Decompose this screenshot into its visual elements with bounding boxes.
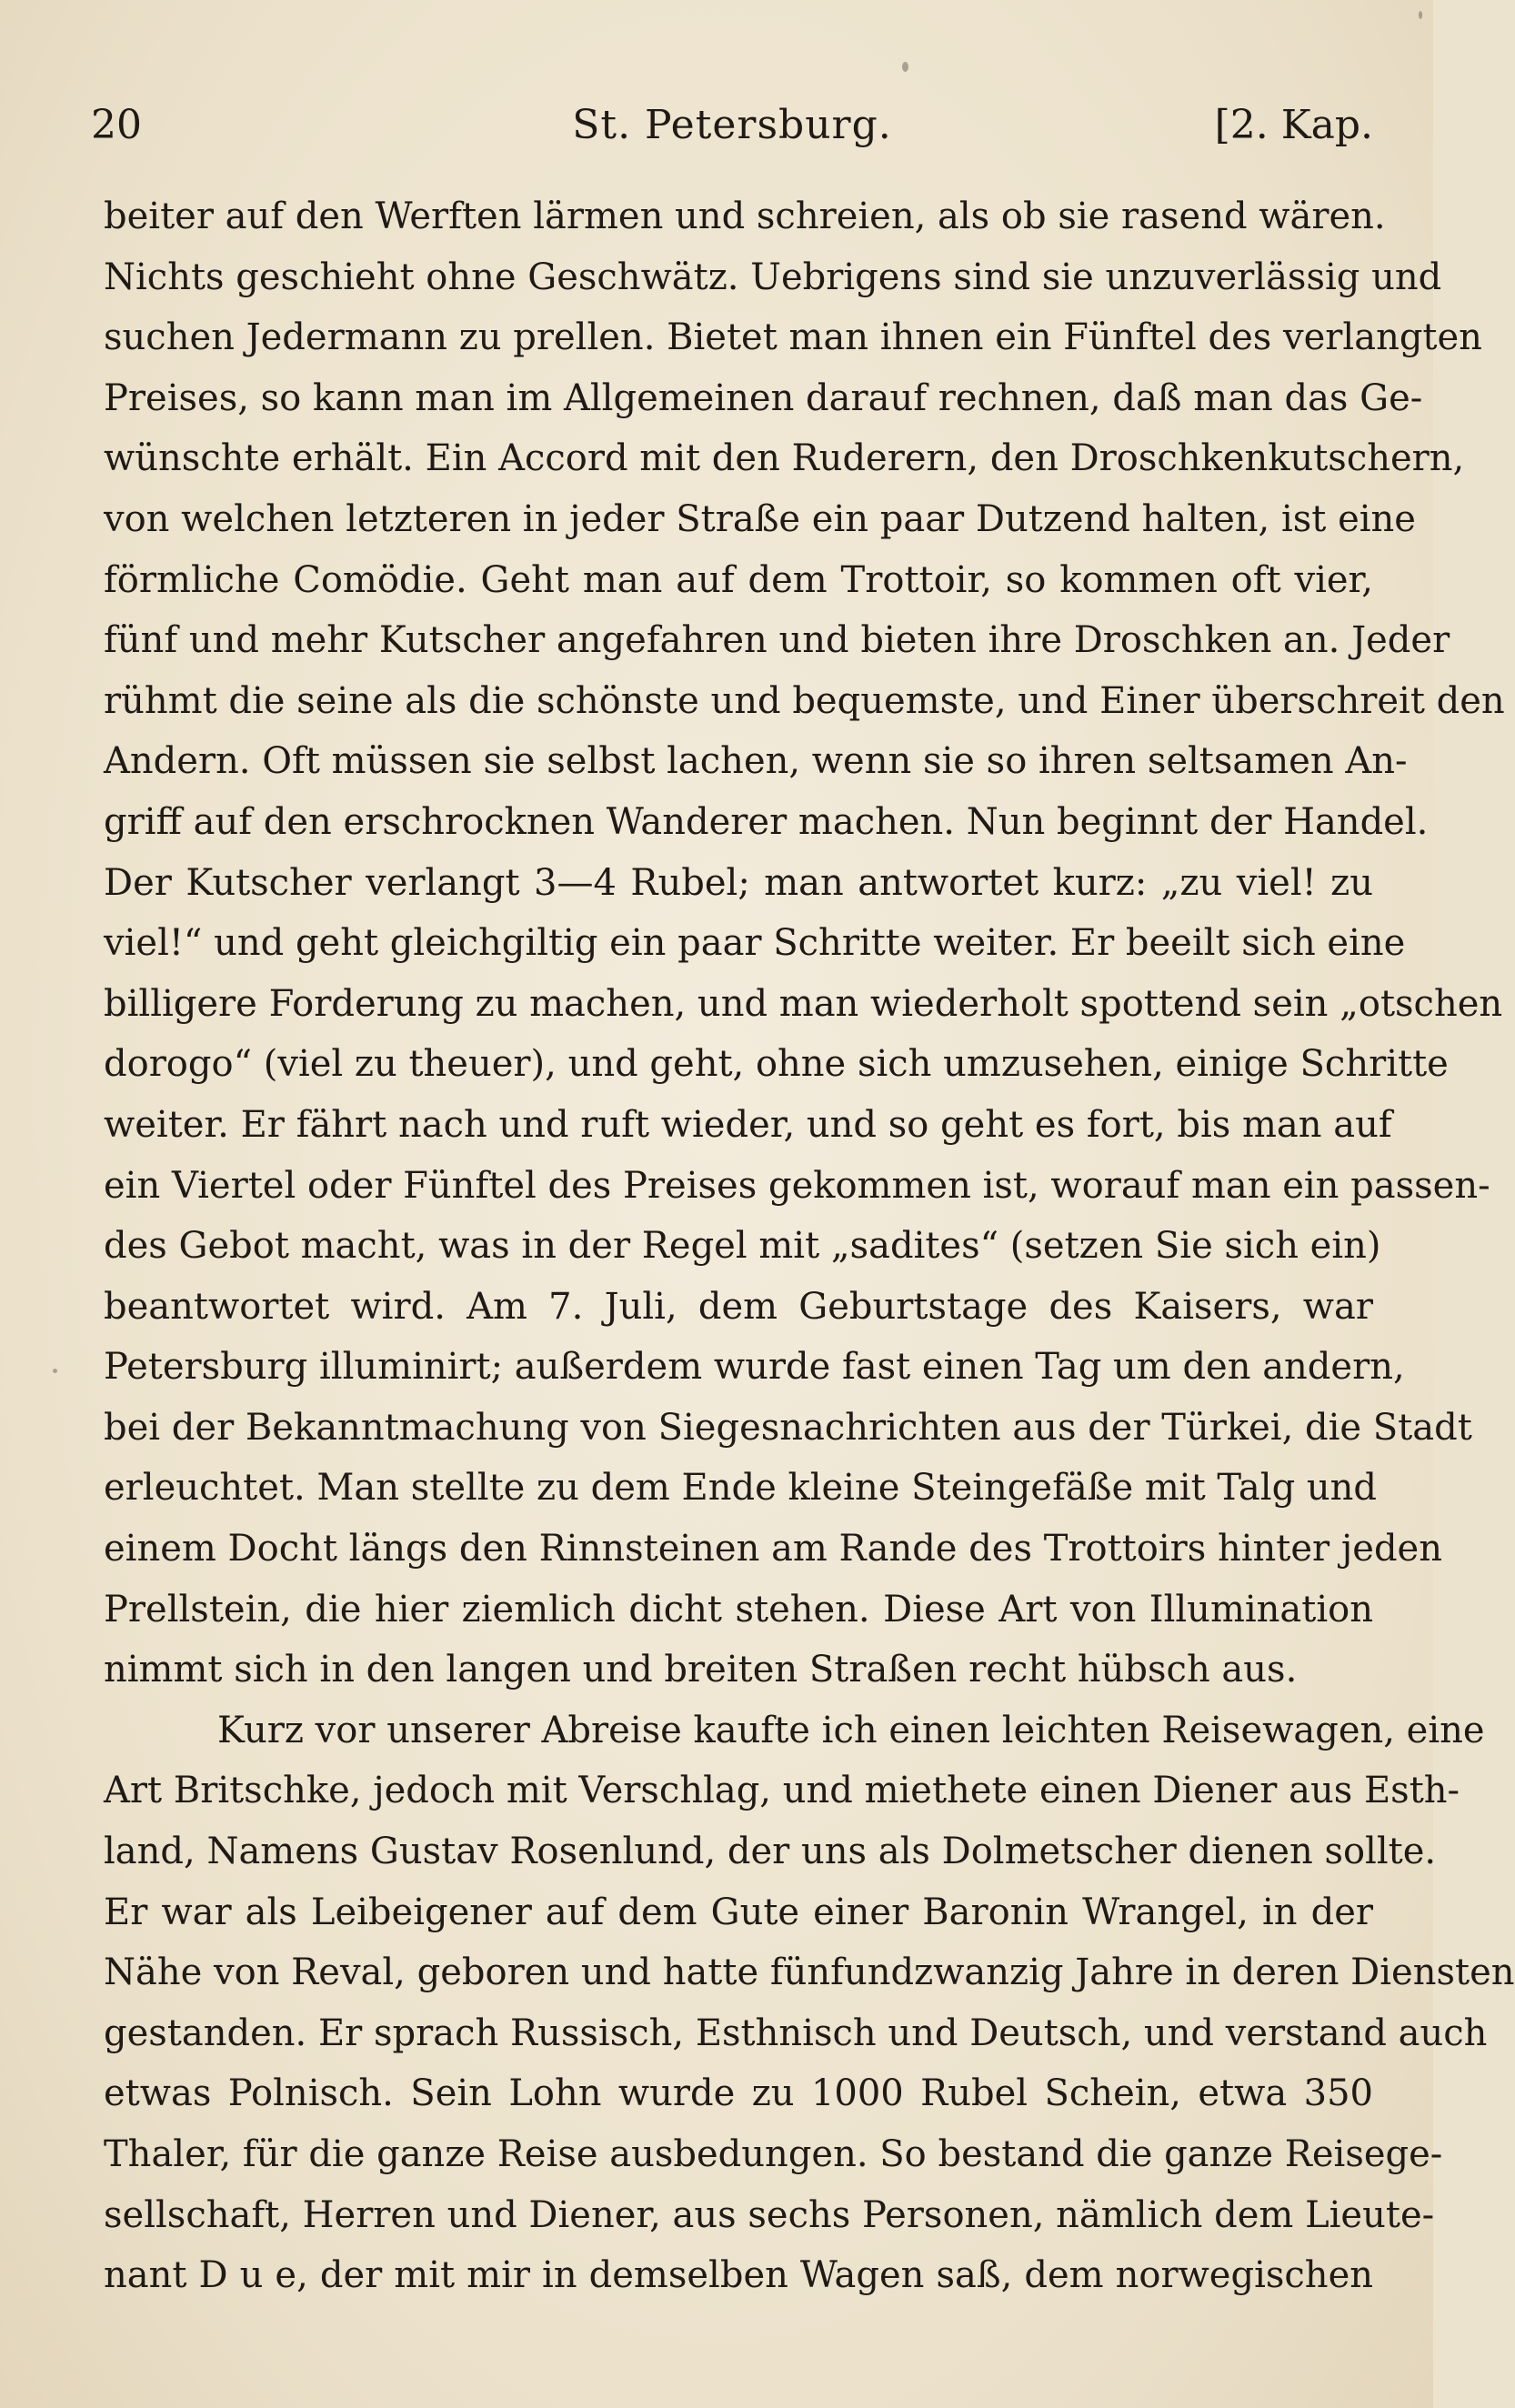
running-title: St. Petersburg. (572, 102, 892, 148)
text-line: Nichts geschieht ohne Geschwätz. Uebrigens sind sie unzuverlässig und (104, 256, 1442, 298)
text-line: beiter auf den Werften lärmen und schreien, als ob sie rasend wären. (104, 196, 1386, 237)
text-line: Petersburg illuminirt; außerdem wurde fast einen Tag um den andern, (104, 1346, 1405, 1389)
text-line: Art Britschke, jedoch mit Verschlag, und miethete einen Diener aus Esth- (104, 1770, 1460, 1812)
text-line: land, Namens Gustav Rosenlund, der uns als Dolmetscher dienen sollte. (104, 1831, 1437, 1873)
text-line: griff auf den erschrocknen Wanderer machen. Nun beginnt der Handel. (104, 800, 1429, 843)
text-line: von welchen letzteren in jeder Straße ein paar Dutzend halten, ist eine (104, 497, 1416, 540)
text-line: Thaler, für die ganze Reise ausbedungen. So bestand die ganze Reisege- (104, 2133, 1443, 2175)
paper-speck (53, 1369, 57, 1373)
body-text (104, 186, 1515, 2306)
paragraph-first-line: Kurz vor unserer Abreise kaufte ich einen leichten Reisewagen, eine (217, 1709, 1485, 1751)
text-line: förmliche Comödie. Geht man auf dem Trottoir, so kommen oft vier, (104, 558, 1373, 601)
text-line: Er war als Leibeigener auf dem Gute einer Baronin Wrangel, in der (104, 1891, 1373, 1933)
text-line: Preises, so kann man im Allgemeinen darauf rechnen, daß man das Ge- (104, 376, 1423, 419)
text-line: erleuchtet. Man stellte zu dem Ende kleine Steingefäße mit Talg und (104, 1467, 1378, 1510)
text-line: bei der Bekanntmachung von Siegesnachrichten aus der Türkei, die Stadt (104, 1406, 1472, 1449)
text-line: wünschte erhält. Ein Accord mit den Ruderern, den Droschkenkutschern, (104, 437, 1465, 480)
text-line: weiter. Er fährt nach und ruft wieder, und so geht es fort, bis man auf (104, 1103, 1392, 1146)
chapter-reference: [2. Kap. (1214, 102, 1373, 148)
text-line: Andern. Oft müssen sie selbst lachen, wenn sie so ihren seltsamen An- (104, 740, 1408, 783)
text-line: nant D u e, der mit mir in demselben Wagen saß, dem norwegischen (104, 2254, 1373, 2297)
text-line: rühmt die seine als die schönste und bequemste, und Einer überschreit den (104, 679, 1505, 722)
paragraph-last-line: nimmt sich in den langen und breiten Straßen recht hübsch aus. (104, 1649, 1298, 1691)
text-line: billigere Forderung zu machen, und man wiederholt spottend sein „otschen (104, 982, 1503, 1025)
text-line: Prellstein, die hier ziemlich dicht stehen. Diese Art von Illumination (104, 1588, 1373, 1630)
text-line: sellschaft, Herren und Diener, aus sechs Personen, nämlich dem Lieute- (104, 2193, 1435, 2236)
text-line: fünf und mehr Kutscher angefahren und bieten ihre Droschken an. Jeder (104, 619, 1450, 662)
text-line: Nähe von Reval, geboren und hatte fünfundzwanzig Jahre in deren Diensten (104, 1951, 1515, 1994)
text-line: einem Docht längs den Rinnsteinen am Rande des Trottoirs hinter jeden (104, 1528, 1442, 1570)
paper-speck (1419, 11, 1422, 19)
text-line: etwas Polnisch. Sein Lohn wurde zu 1000 Rubel Schein, etwa 350 (104, 2072, 1373, 2115)
text-line: dorogo“ (viel zu theuer), und geht, ohne sich umzusehen, einige Schritte (104, 1043, 1449, 1086)
text-line: ein Viertel oder Fünftel des Preises gekommen ist, worauf man ein passen- (104, 1164, 1490, 1207)
text-line: des Gebot macht, was in der Regel mit „sadites“ (setzen Sie sich ein) (104, 1225, 1381, 1268)
page-header (91, 98, 1373, 153)
page-number: 20 (91, 102, 142, 148)
text-line: beantwortet wird. Am 7. Juli, dem Geburtstage des Kaisers, war (104, 1285, 1373, 1328)
text-line: gestanden. Er sprach Russisch, Esthnisch und Deutsch, und verstand auch (104, 2012, 1488, 2054)
text-line: viel!“ und geht gleichgiltig ein paar Schritte weiter. Er beeilt sich eine (104, 922, 1406, 965)
text-line: suchen Jedermann zu prellen. Bietet man ihnen ein Fünftel des verlangten (104, 316, 1482, 359)
paper-speck (902, 62, 908, 72)
text-line: Der Kutscher verlangt 3—4 Rubel; man antwortet kurz: „zu viel! zu (104, 861, 1373, 904)
